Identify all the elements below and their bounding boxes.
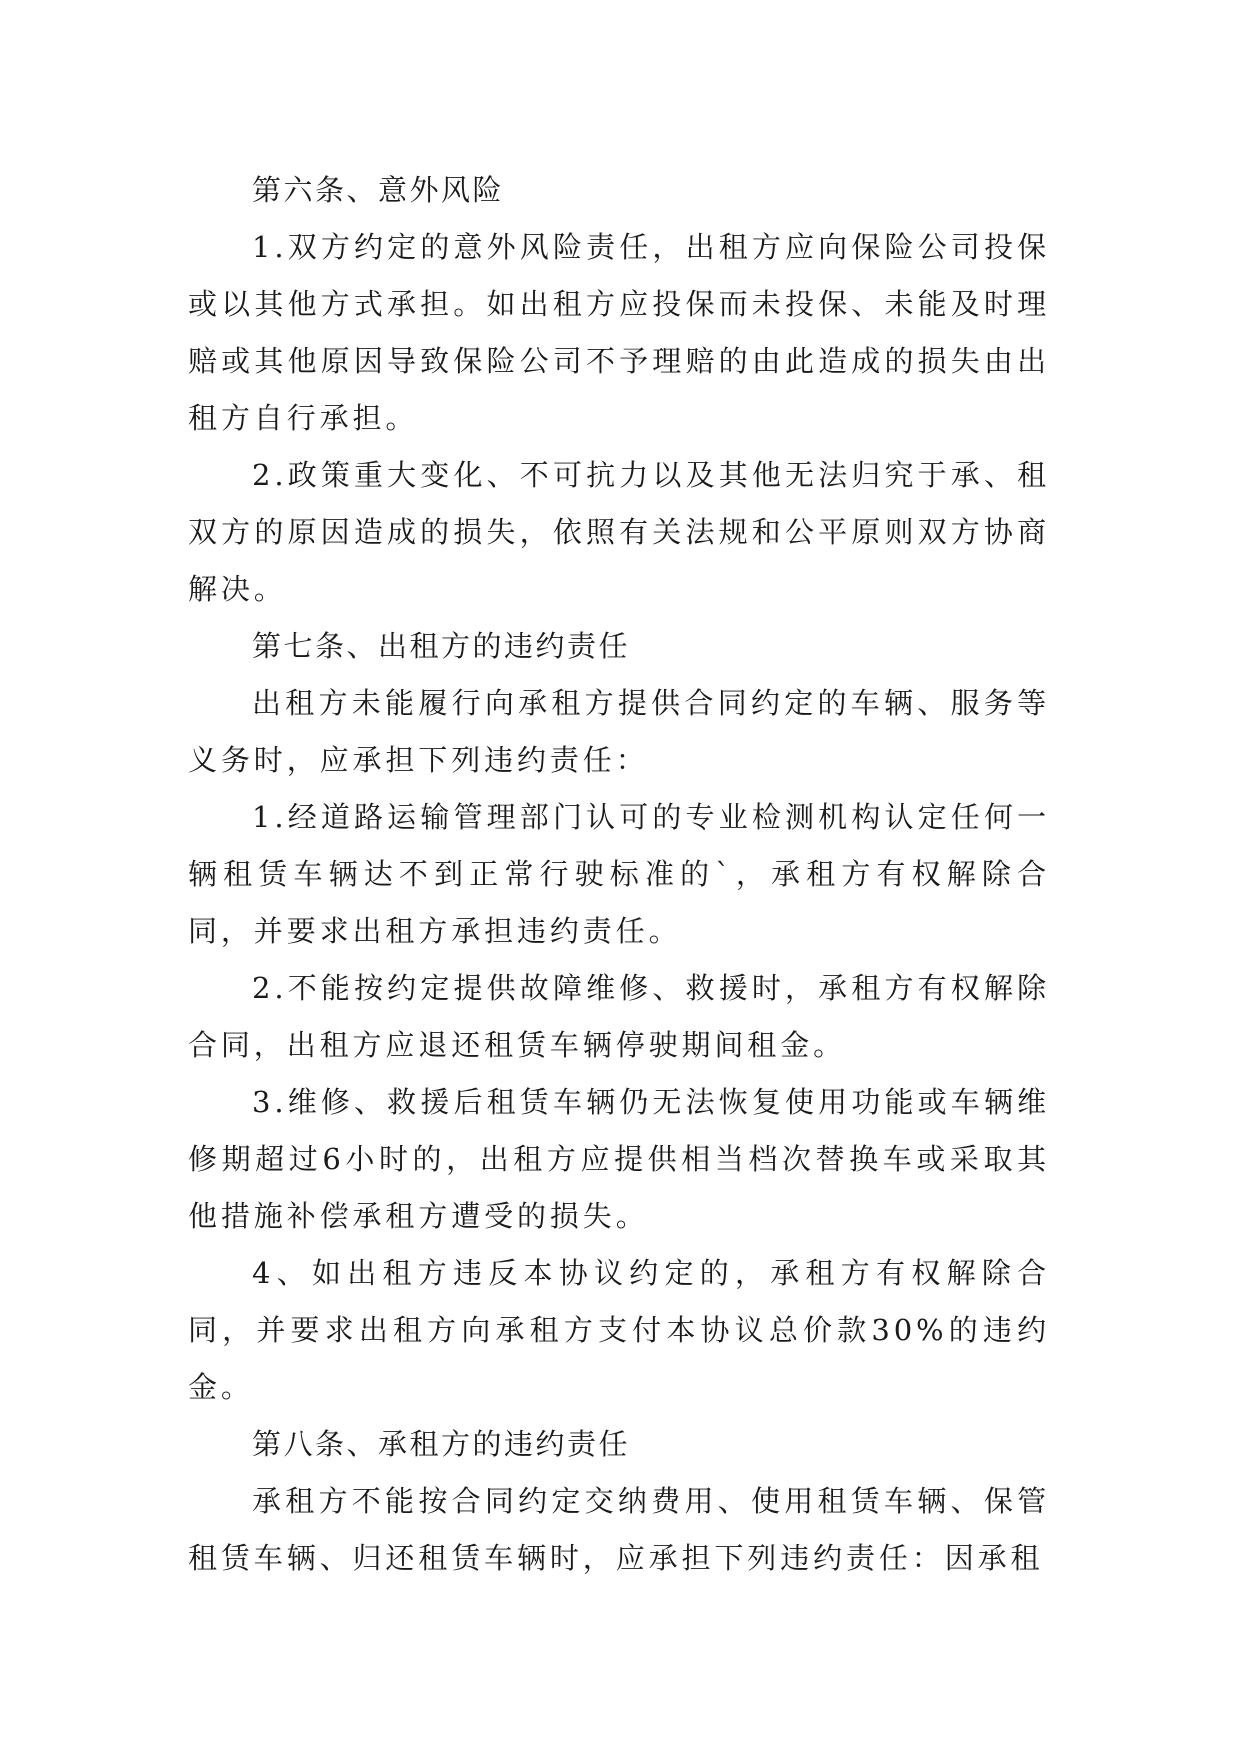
document-body	[188, 162, 1050, 1587]
paragraph: 承租方不能按合同约定交纳费用、使用租赁车辆、保管租赁车辆、归还租赁车辆时，应承担下列违约责任：因承租	[188, 1484, 1050, 1575]
paragraph: 3.维修、救援后租赁车辆仍无法恢复使用功能或车辆维修期超过6小时的，出租方应提供相当档次替换车或采取其他措施补偿承租方遭受的损失。	[188, 1085, 1050, 1233]
section-heading-8: 第八条、承租方的违约责任	[252, 1427, 631, 1461]
paragraph: 4、如出租方违反本协议约定的，承租方有权解除合同，并要求出租方向承租方支付本协议总价款30%的违约金。	[188, 1256, 1050, 1404]
paragraph: 2.不能按约定提供故障维修、救援时，承租方有权解除合同，出租方应退还租赁车辆停驶期间租金。	[188, 971, 1050, 1062]
paragraph: 2.政策重大变化、不可抗力以及其他无法归究于承、租双方的原因造成的损失，依照有关法规和公平原则双方协商解决。	[188, 458, 1050, 606]
paragraph: 出租方未能履行向承租方提供合同约定的车辆、服务等义务时，应承担下列违约责任：	[188, 686, 1050, 777]
section-heading-7: 第七条、出租方的违约责任	[252, 629, 631, 663]
paragraph: 1.经道路运输管理部门认可的专业检测机构认定任何一辆租赁车辆达不到正常行驶标准的`，承租方有权解除合同，并要求出租方承担违约责任。	[188, 800, 1050, 948]
paragraph: 1.双方约定的意外风险责任，出租方应向保险公司投保或以其他方式承担。如出租方应投保而未投保、未能及时理赔或其他原因导致保险公司不予理赔的由此造成的损失由出租方自行承担。	[188, 230, 1050, 435]
section-heading-6: 第六条、意外风险	[252, 173, 505, 207]
